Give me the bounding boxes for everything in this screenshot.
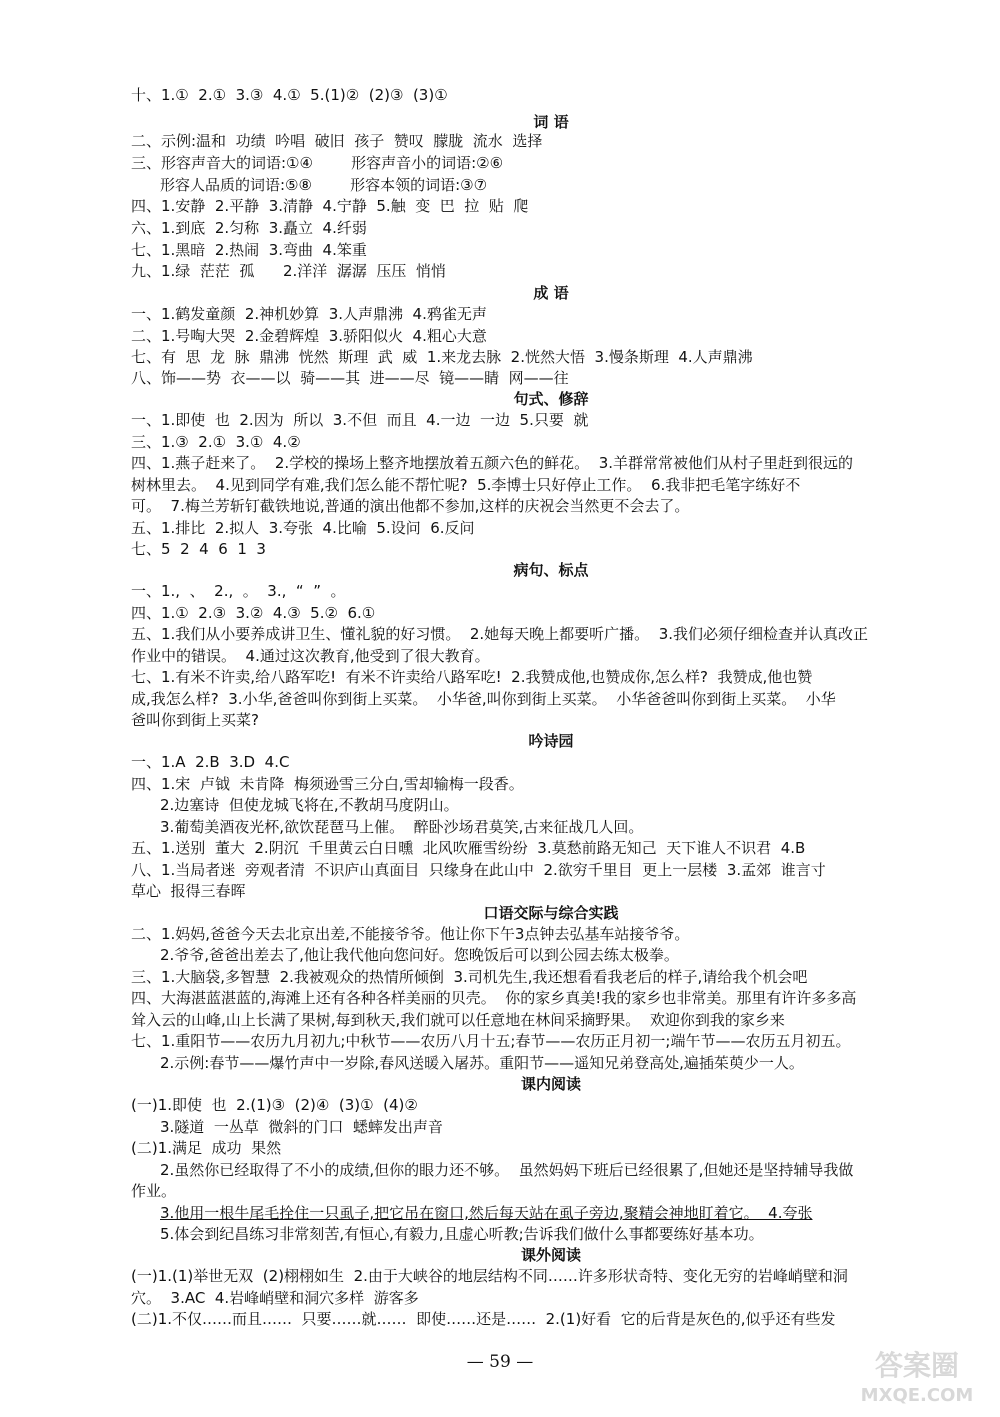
text-line: 作业。	[131, 1182, 177, 1200]
section-heading: 吟诗园	[528, 732, 574, 750]
text-line: 成,我怎么样? 3.小华,爸爸叫你到街上买菜。 小华爸,叫你到街上买菜。 小华爸爸叫你到街上买菜。 小华	[131, 690, 836, 708]
text-line: 2.边塞诗 但使龙城飞将在,不教胡马度阴山。	[160, 796, 459, 814]
page-number: — 59 —	[466, 1352, 534, 1372]
text-line: 四、大海湛蓝湛蓝的,海滩上还有各种各样美丽的贝壳。 你的家乡真美!我的家乡也非常美。那里有许许多多高	[131, 989, 857, 1007]
text-line: 爸叫你到街上买菜?	[131, 711, 259, 729]
text-line: 3.隧道 一丛草 微斜的门口 蟋蟀发出声音	[160, 1118, 443, 1136]
text-line: (二)1.不仅……而且…… 只要……就…… 即使……还是…… 2.(1)好看 它的后背是灰色的,似乎还有些发	[131, 1310, 836, 1328]
text-line: 穴。 3.AC 4.岩峰峭壁和洞穴多样 游客多	[131, 1289, 419, 1307]
text-line: 五、1.我们从小要养成讲卫生、懂礼貌的好习惯。 2.她每天晚上都要听广播。 3.我们必须仔细检查并认真改正	[131, 625, 869, 643]
text-line: 二、1.号啕大哭 2.金碧辉煌 3.骄阳似火 4.粗心大意	[131, 327, 487, 345]
text-line: 六、1.到底 2.匀称 3.矗立 4.纤弱	[131, 219, 367, 237]
text-line: 耸入云的山峰,山上长满了果树,每到秋天,我们就可以任意地在林间采摘野果。 欢迎你到我的家乡来	[131, 1011, 785, 1029]
text-line: 八、饰——势 衣——以 骑——其 进——尽 镜——睛 网——往	[131, 369, 569, 387]
text-line: (一)1.(1)举世无双 (2)栩栩如生 2.由于大峡谷的地层结构不同……许多形状奇特、变化无穷的岩峰峭壁和洞	[131, 1267, 848, 1285]
section-heading: 句式、修辞	[513, 390, 589, 408]
section-heading: 病句、标点	[513, 561, 589, 579]
text-line: 草心 报得三春晖	[131, 882, 246, 900]
text-line: 2.爷爷,爸爸出差去了,他让我代他向您问好。您晚饭后可以到公园去练太极拳。	[160, 946, 679, 964]
section-heading: 口语交际与综合实践	[483, 904, 619, 922]
text-line: 作业中的错误。 4.通过这次教育,他受到了很大教育。	[131, 647, 490, 665]
text-line: 二、示例:温和 功绩 吟唱 破旧 孩子 赞叹 朦胧 流水 选择	[131, 132, 543, 150]
section-heading: 课外阅读	[520, 1246, 581, 1264]
text-line: 十、1.① 2.① 3.③ 4.① 5.(1)② (2)③ (3)①	[131, 86, 448, 104]
text-line: 七、1.有米不许卖,给八路军吃! 有米不许卖给八路军吃! 2.我赞成他,也赞成你,怎么样? 我赞成,他也赞	[131, 668, 813, 686]
text-line: 2.虽然你已经取得了不小的成绩,但你的眼力还不够。 虽然妈妈下班后已经很累了,但她还是坚持辅导我做	[160, 1161, 854, 1179]
text-line: 三、形容声音大的词语:①④ 形容声音小的词语:②⑥	[131, 154, 504, 172]
text-line: 一、1.鹤发童颜 2.神机妙算 3.人声鼎沸 4.鸦雀无声	[131, 305, 487, 323]
text-line: 八、1.当局者迷 旁观者清 不识庐山真面目 只缘身在此山中 2.欲穷千里目 更上一层楼 3.孟郊 谁言寸	[131, 861, 826, 879]
section-heading: 成 语	[533, 284, 569, 302]
watermark-url: MXQE.COM	[860, 1385, 974, 1406]
text-line: 七、有 思 龙 脉 鼎沸 恍然 斯理 武 威 1.来龙去脉 2.恍然大悟 3.慢条斯理 4.人声鼎沸	[131, 348, 753, 366]
text-line: 四、1.宋 卢钺 未肯降 梅须逊雪三分白,雪却输梅一段香。	[131, 775, 524, 793]
text-line: (一)1.即使 也 2.(1)③ (2)④ (3)① (4)②	[131, 1096, 418, 1114]
text-line: 一、1.即使 也 2.因为 所以 3.不但 而且 4.一边 一边 5.只要 就	[131, 411, 589, 429]
text-line: 五、1.排比 2.拟人 3.夸张 4.比喻 5.设问 6.反问	[131, 519, 475, 537]
text-line: 一、1.A 2.B 3.D 4.C	[131, 753, 290, 771]
text-line: 二、1.妈妈,爸爸今天去北京出差,不能接爷爷。他让你下午3点钟去弘基车站接爷爷。	[131, 925, 690, 943]
text-line: 九、1.绿 茫茫 孤 2.洋洋 潺潺 压压 悄悄	[131, 262, 446, 280]
section-heading: 课内阅读	[520, 1075, 581, 1093]
text-line: 七、1.黑暗 2.热闹 3.弯曲 4.笨重	[131, 241, 367, 259]
text-line: 5.体会到纪昌练习非常刻苦,有恒心,有毅力,且虚心听教;告诉我们做什么事都要练好基本功。	[160, 1225, 764, 1243]
text-line: 三、1.③ 2.① 3.① 4.②	[131, 433, 301, 451]
text-line: 3.葡萄美酒夜光杯,欲饮琵琶马上催。 醉卧沙场君莫笑,古来征战几人回。	[160, 818, 644, 836]
text-line: 树林里去。 4.见到同学有难,我们怎么能不帮忙呢? 5.李博士只好停止工作。 6.我非把毛笔字练好不	[131, 476, 801, 494]
text-line: 四、1.① 2.③ 3.② 4.③ 5.② 6.①	[131, 604, 376, 622]
text-line: 2.示例:春节——爆竹声中一岁除,春风送暖入屠苏。重阳节——遥知兄弟登高处,遍插茱萸少一人。	[160, 1054, 804, 1072]
text-line: 七、1.重阳节——农历九月初九;中秋节——农历八月十五;春节——农历正月初一;端午节——农历五月初五。	[131, 1032, 851, 1050]
text-line: 三、1.大脑袋,多智慧 2.我被观众的热情所倾倒 3.司机先生,我还想看看我老后的样子,请给我个机会吧	[131, 968, 808, 986]
text-line: 可。 7.梅兰芳斩钉截铁地说,普通的演出他都不参加,这样的庆祝会当然更不会去了。	[131, 497, 690, 515]
watermark-title: 答案圈	[874, 1349, 960, 1382]
watermark-logo	[842, 1339, 992, 1411]
text-line: 四、1.安静 2.平静 3.清静 4.宁静 5.触 变 巴 拉 贴 爬	[131, 197, 529, 215]
text-line: 四、1.燕子赶来了。 2.学校的操场上整齐地摆放着五颜六色的鲜花。 3.羊群常常被他们从村子里赶到很远的	[131, 454, 854, 472]
text-line: 七、5 2 4 6 1 3	[131, 540, 266, 558]
text-line: 一、1., 、 2., 。 3., “ ” 。	[131, 582, 346, 600]
text-line: (二)1.满足 成功 果然	[131, 1139, 282, 1157]
text-line: 五、1.送别 董大 2.阴沉 千里黄云白日曛 北风吹雁雪纷纷 3.莫愁前路无知己 天下谁人不识君 4.B	[131, 839, 806, 857]
text-line: 形容人品质的词语:⑤⑧ 形容本领的词语:③⑦	[160, 176, 488, 194]
underlined-answer: 3.他用一根牛尾毛拴住一只虱子,把它吊在窗口,然后每天站在虱子旁边,聚精会神地盯着它。 4.夸张	[160, 1204, 813, 1222]
section-heading: 词 语	[533, 113, 569, 131]
